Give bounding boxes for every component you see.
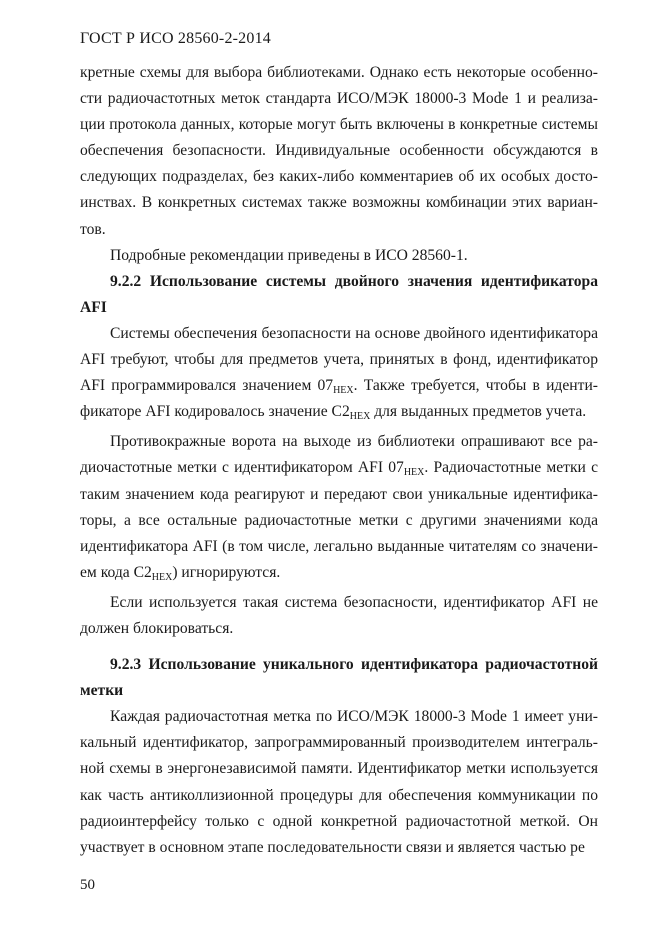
subscript-hex: HEX (333, 385, 354, 397)
text-segment: . Радиочастотные метки с таким значением кода реагируют и передают свои уникальные идентификаторы, а все остальные радиочастотные метки с другими значениями кода идентификатора AFI (в том числе, легально выданные читателям со значением кода C2 (80, 459, 598, 581)
paragraph-continuation: кретные схемы для выбора библиотеками. Однако есть некоторые особенности радиочастотных меток стандарта ИСО/МЭК 18000-3 Mode 1 и реализации протокола данных, которые могут быть включены в конкретные системы обеспечения безопасности. Индивидуальные особенности обсуждаются в следующих подразделах, без каких-либо комментариев об их особых достоинствах. В конкретных системах также возможны комбинации этих вариантов. (80, 64, 598, 238)
subscript-hex: HEX (151, 571, 173, 583)
page-header: ГОСТ Р ИСО 28560-2-2014 (80, 30, 271, 47)
text-segment: Системы обеспечения безопасности на основе двойного идентификатора AFI требуют, чтобы для предметов учета, принятых в фонд, идентификатор AFI программировался значением 07 (80, 324, 598, 395)
subscript-hex: HEX (403, 467, 425, 479)
document-body (80, 60, 598, 861)
text-segment: . Также требуется, чтобы в идентификаторе AFI кодировалось значение C2 (80, 377, 598, 421)
paragraph-afi-lock: Если используется такая система безопасности, идентификатор AFI не должен блокироваться. (80, 593, 598, 637)
text-segment: ) игнорируются. (172, 563, 281, 581)
paragraph-recommendations: Подробные рекомендации приведены в ИСО 28560-1. (110, 246, 468, 264)
text-segment: для выданных предметов учета. (370, 403, 587, 421)
text-segment: Противокражные ворота на выходе из библиотеки опрашивают все радиочастотные метки с идентификатором AFI 07 (80, 433, 598, 477)
paragraph-unique-id: Каждая радиочастотная метка по ИСО/МЭК 18000-3 Mode 1 имеет уникальный идентификатор, запрограммированный производителем интегральной схемы в энергонезависимой памяти. Идентификатор метки используется как часть антиколлизионной процедуры для обеспечения коммуникации по радиоинтерфейсу только с одной конкретной радиочастотной меткой. Он участвует в основном этапе последовательности связи и является частью ре (80, 708, 598, 856)
paragraph-gates (80, 429, 598, 586)
section-heading-9-2-2: 9.2.2 Использование системы двойного значения идентификатора AFI (80, 272, 598, 316)
page-number: 50 (80, 877, 95, 893)
section-heading-9-2-3: 9.2.3 Использование уникального идентификатора радиочастотной метки (80, 656, 598, 700)
paragraph-dual-afi (80, 321, 598, 425)
subscript-hex: HEX (349, 411, 371, 423)
